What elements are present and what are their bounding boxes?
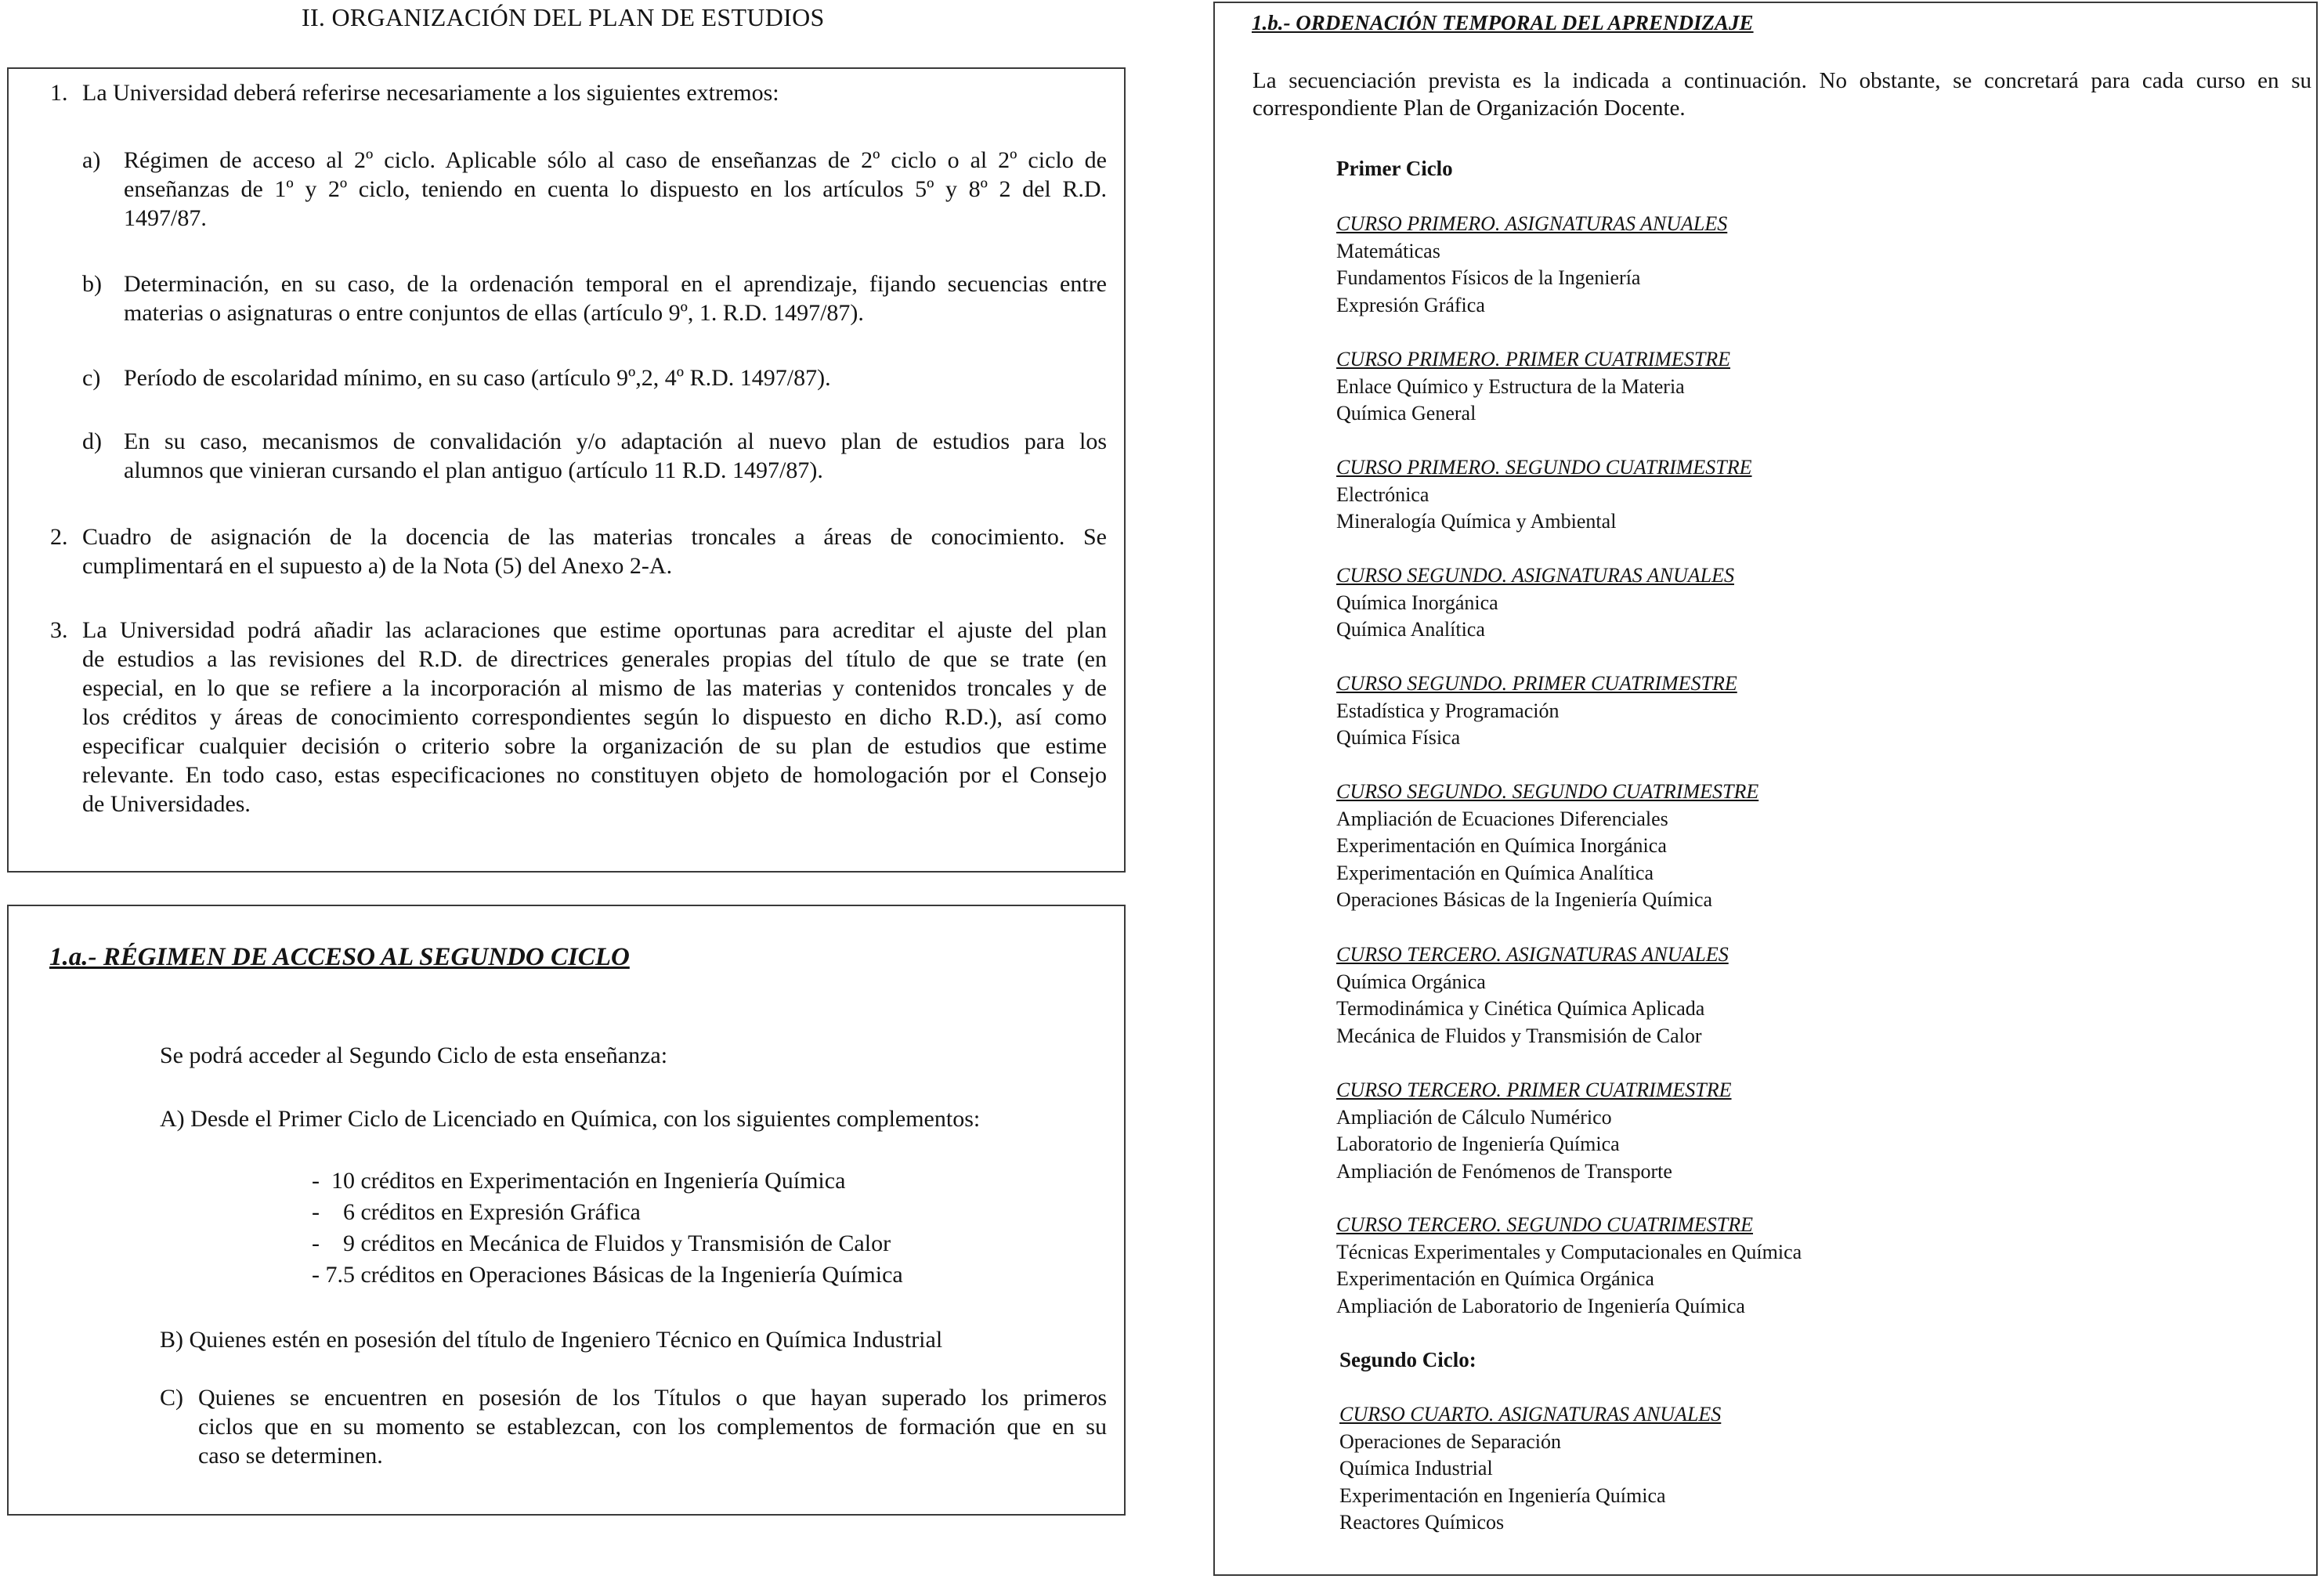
course-group-title: CURSO TERCERO. SEGUNDO CUATRIMESTRE [1336, 1213, 1754, 1236]
item-d-label: d) [82, 428, 102, 454]
subject-item: Laboratorio de Ingeniería Química [1336, 1133, 1620, 1155]
course-group-title: CURSO SEGUNDO. ASIGNATURAS ANUALES [1336, 564, 1734, 587]
subject-item: Estadística y Programación [1336, 699, 1560, 722]
item-3-line-7: de Universidades. [82, 791, 251, 817]
course-group-title: CURSO TERCERO. PRIMER CUATRIMESTRE [1336, 1079, 1732, 1101]
access-option-a: A) Desde el Primer Ciclo de Licenciado en Química, con los siguientes complementos: [160, 1106, 981, 1132]
subject-item: Química Analítica [1336, 618, 1485, 641]
requirements-box [7, 67, 1126, 873]
temporal-intro-line-2: correspondiente Plan de Organización Docente. [1252, 96, 1686, 121]
item-3-line-3: especial, en lo que se refiere a la incorporación al mismo de las materias y contenidos troncales y de [82, 675, 1107, 701]
complement-item: - 10 créditos en Experimentación en Ingeniería Química [312, 1168, 846, 1194]
item-3-line-1: La Universidad podrá añadir las aclaraciones que estime oportunas para acreditar el ajuste del plan [82, 617, 1107, 643]
course-group-title: CURSO PRIMERO. ASIGNATURAS ANUALES [1336, 212, 1728, 235]
course-group-title: CURSO SEGUNDO. SEGUNDO CUATRIMESTRE [1336, 780, 1759, 803]
subject-item: Ampliación de Ecuaciones Diferenciales [1336, 807, 1668, 830]
temporal-order-box [1213, 2, 2318, 1576]
subject-item: Química Inorgánica [1336, 591, 1498, 614]
subject-item: Fundamentos Físicos de la Ingeniería [1336, 266, 1641, 289]
item-1-number: 1. [50, 80, 68, 106]
subject-item: Operaciones Básicas de la Ingeniería Química [1336, 888, 1713, 911]
subject-item: Enlace Químico y Estructura de la Materia [1336, 374, 1685, 398]
access-option-b: B) Quienes estén en posesión del título de Ingeniero Técnico en Química Industrial [160, 1327, 943, 1353]
course-group [1336, 1212, 1802, 1320]
complement-item: - 6 créditos en Expresión Gráfica [312, 1199, 641, 1225]
subject-item: Experimentación en Química Inorgánica [1336, 834, 1667, 857]
course-group-title: CURSO SEGUNDO. PRIMER CUATRIMESTRE [1336, 672, 1737, 695]
item-a-line-3: 1497/87. [124, 205, 207, 231]
item-b-label: b) [82, 271, 102, 297]
item-2-line-2: cumplimentará en el supuesto a) de la Nota (5) del Anexo 2-A. [82, 553, 673, 579]
item-b-line-2: materias o asignaturas o entre conjuntos de ellas (artículo 9º, 1. R.D. 1497/87). [124, 300, 864, 326]
subject-item: Ampliación de Laboratorio de Ingeniería Química [1336, 1294, 1745, 1317]
item-3-line-2: de estudios a las revisiones del R.D. de directrices generales propias del título de que se trate (en [82, 646, 1107, 672]
cycle-heading-primer: Primer Ciclo [1336, 157, 1453, 180]
subject-item: Expresión Gráfica [1336, 293, 1485, 316]
item-a-label: a) [82, 147, 101, 173]
subject-item: Experimentación en Química Analítica [1336, 861, 1654, 884]
subject-item: Matemáticas [1336, 239, 1440, 262]
subject-item: Electrónica [1336, 482, 1429, 506]
course-group-title: CURSO PRIMERO. PRIMER CUATRIMESTRE [1336, 348, 1731, 370]
subject-item: Mecánica de Fluidos y Transmisión de Calor [1336, 1024, 1702, 1047]
cycle-heading-segundo: Segundo Ciclo: [1339, 1348, 1476, 1371]
course-group [1336, 211, 1727, 319]
course-group [1336, 779, 1758, 914]
course-group [1336, 562, 1734, 644]
course-group [1336, 1077, 1732, 1185]
course-group [1339, 1401, 1721, 1537]
item-3-number: 3. [50, 617, 68, 643]
access-regime-box [7, 905, 1126, 1516]
section-heading-1b: 1.b.- ORDENACIÓN TEMPORAL DEL APRENDIZAJE [1252, 11, 1754, 34]
item-c-line-1: Período de escolaridad mínimo, en su caso (artículo 9º,2, 4º R.D. 1497/87). [124, 365, 831, 391]
course-group [1336, 941, 1729, 1050]
item-3-line-4: los créditos y áreas de conocimiento correspondientes según lo dispuesto en dicho R.D.), así como [82, 704, 1107, 730]
subject-item: Química Orgánica [1336, 970, 1486, 993]
item-a-line-1: Régimen de acceso al 2º ciclo. Aplicable sólo al caso de enseñanzas de 2º ciclo o al 2º ciclo de [124, 147, 1107, 173]
section-heading-1a: 1.a.- RÉGIMEN DE ACCESO AL SEGUNDO CICLO [49, 943, 630, 971]
item-b-line-1: Determinación, en su caso, de la ordenación temporal en el aprendizaje, fijando secuencias entre [124, 271, 1107, 297]
item-c-label: c) [82, 365, 101, 391]
page-title: II. ORGANIZACIÓN DEL PLAN DE ESTUDIOS [302, 3, 825, 31]
item-d-line-2: alumnos que vinieran cursando el plan antiguo (artículo 11 R.D. 1497/87). [124, 457, 823, 483]
item-2-line-1: Cuadro de asignación de la docencia de las materias troncales a áreas de conocimiento. Se [82, 524, 1107, 550]
complement-item: - 7.5 créditos en Operaciones Básicas de la Ingeniería Química [312, 1262, 903, 1288]
temporal-intro-line-1: La secuenciación prevista es la indicada a continuación. No obstante, se concretará para cada curso en su [1252, 68, 2311, 93]
item-3-line-6: relevante. En todo caso, estas especificaciones no constituyen objeto de homologación por el Consejo [82, 762, 1107, 788]
subject-item: Química General [1336, 402, 1476, 425]
access-option-c-line-2: ciclos que en su momento se establezcan, con los complementos de formación que en su [198, 1414, 1107, 1440]
item-a-line-2: enseñanzas de 1º y 2º ciclo, teniendo en cuenta lo dispuesto en los artículos 5º y 8º 2 del R.D. [124, 176, 1107, 202]
subject-item: Técnicas Experimentales y Computacionales en Química [1336, 1240, 1802, 1263]
course-group-title: CURSO PRIMERO. SEGUNDO CUATRIMESTRE [1336, 456, 1752, 479]
subject-item: Reactores Químicos [1339, 1511, 1505, 1534]
complement-item: - 9 créditos en Mecánica de Fluidos y Transmisión de Calor [312, 1230, 891, 1256]
subject-item: Termodinámica y Cinética Química Aplicada [1336, 997, 1705, 1020]
course-group [1336, 346, 1730, 428]
access-intro: Se podrá acceder al Segundo Ciclo de esta enseñanza: [160, 1042, 668, 1068]
subject-item: Experimentación en Ingeniería Química [1339, 1483, 1666, 1507]
item-2-number: 2. [50, 524, 68, 550]
subject-item: Ampliación de Cálculo Numérico [1336, 1105, 1612, 1129]
item-3-line-5: especificar cualquier decisión o criterio sobre la organización de su plan de estudios que estime [82, 733, 1107, 759]
course-group-title: CURSO TERCERO. ASIGNATURAS ANUALES [1336, 943, 1729, 966]
item-1-text: La Universidad deberá referirse necesariamente a los siguientes extremos: [82, 80, 779, 106]
course-group-title: CURSO CUARTO. ASIGNATURAS ANUALES [1339, 1403, 1722, 1425]
subject-item: Química Física [1336, 726, 1461, 749]
temporal-intro [1252, 67, 2311, 122]
access-option-c-line-1: Quienes se encuentren en posesión de los Títulos o que hayan superado los primeros [198, 1385, 1107, 1411]
subject-item: Mineralogía Química y Ambiental [1336, 510, 1617, 533]
subject-item: Experimentación en Química Orgánica [1336, 1267, 1654, 1290]
subject-item: Química Industrial [1339, 1457, 1493, 1480]
access-option-c-label: C) [160, 1385, 183, 1411]
item-d-line-1: En su caso, mecanismos de convalidación y/o adaptación al nuevo plan de estudios para los [124, 428, 1107, 454]
subject-item: Operaciones de Separación [1339, 1429, 1561, 1453]
subject-item: Ampliación de Fenómenos de Transporte [1336, 1159, 1672, 1183]
course-group [1336, 454, 1752, 536]
access-option-c-line-3: caso se determinen. [198, 1443, 383, 1469]
course-group [1336, 670, 1737, 752]
